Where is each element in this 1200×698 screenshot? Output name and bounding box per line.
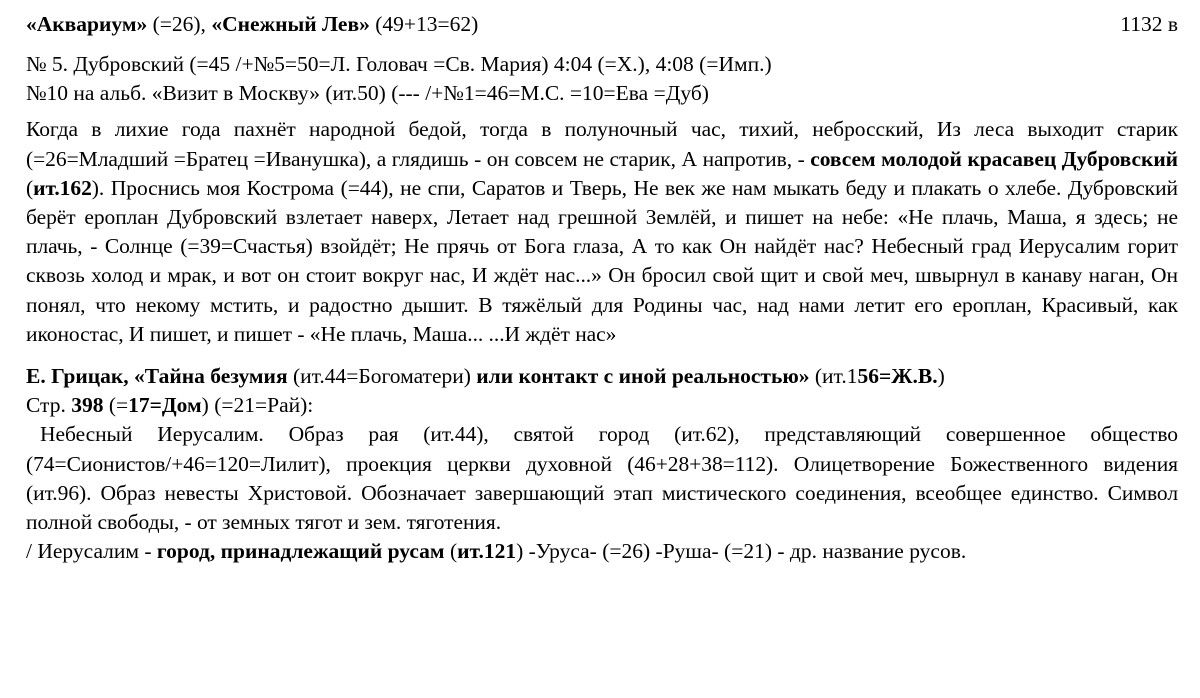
spacer: [26, 108, 1178, 115]
page-number: 1132 в: [1120, 12, 1178, 36]
body-paragraph: Небесный Иерусалим. Образ рая (ит.44), святой город (ит.62), представляющий совершенное общество (74=Сионистов/+46=120=Лилит), проекция церкви духовной (46+28+38=112). Олицетворение Божественного видения (ит.96). Образ невесты Христовой. Обозначает завершающий этап мистического соединения, всеобщее единство. Символ полной свободы, - от земных тягот и зем. тяготения.: [26, 422, 1178, 535]
entry-album-note: №10 на альб. «Визит в Москву» (ит.50) (--- /+№1=46=М.С. =10=Ева =Дуб): [26, 81, 709, 106]
source-title: Е. Грицак, «Тайна безумия (ит.44=Богоматери) или контакт с иной реальностью» (ит.156=Ж.В.): [26, 364, 945, 389]
page-header: [26, 10, 1178, 39]
header-title: «Аквариум» (=26), «Снежный Лев» (49+13=62): [26, 12, 479, 36]
lyrics-paragraph: Когда в лихие года пахнёт народной бедой, тогда в полуночный час, тихий, небросский, Из леса выходит старик (=26=Младший =Братец =Иванушка), а глядишь - он совсем не старик, А напротив, - совсем молодой красавец Дубровский (ит.162). Проснись моя Кострома (=44), не спи, Саратов и Тверь, Не век же нам мыкать беду и плакать о хлебе. Дубровский берёт ероплан Дубровский взлетает наверх, Летает над грешной Землёй, и пишет на небе: «Не плачь, Маша, я здесь; не плачь, - Солнце (=39=Счастья) взойдёт; Не прячь от Бога глаза, А то как Он найдёт нас? Небесный град Иерусалим горит сквозь холод и мрак, и вот он стоит вокруг нас, И ждёт нас...» Он бросил свой щит и свой меч, швырнул в канаву наган, Он понял, что некому мстить, и радостно дышит. В тяжёлый для Родины час, над нами летит его ероплан, Красивый, как иконостас, И пишет, и пишет - «Не плачь, Маша... ...И ждёт нас»: [26, 117, 1178, 346]
spacer: [26, 43, 1178, 50]
footer-note: / Иерусалим - город, принадлежащий русам (ит.121) -Уруса- (=26) -Руша- (=21) - др. название русов.: [26, 539, 967, 564]
spacer: [26, 349, 1178, 362]
entry-song-5: № 5. Дубровский (=45 /+№5=50=Л. Головач =Св. Мария) 4:04 (=Х.), 4:08 (=Имп.): [26, 52, 772, 76]
source-page: Стр. 398 (=17=Дом) (=21=Рай):: [26, 393, 314, 418]
